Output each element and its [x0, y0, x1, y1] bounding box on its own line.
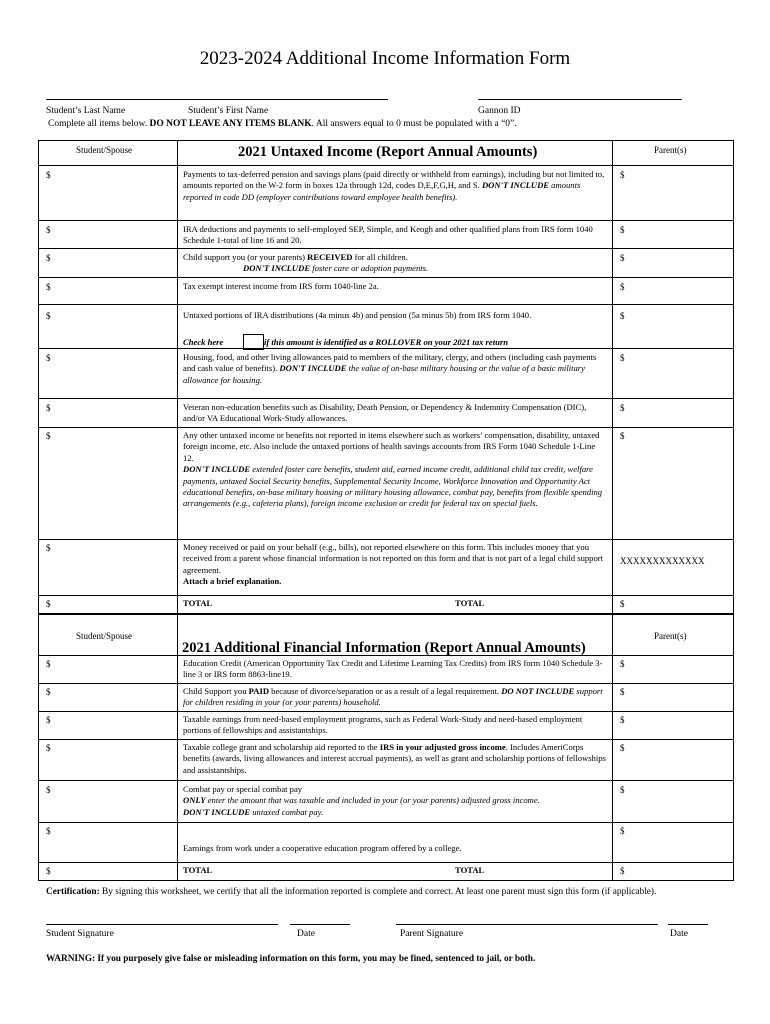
- instructions-bold: DO NOT LEAVE ANY ITEMS BLANK: [149, 119, 312, 129]
- student-amount[interactable]: $: [46, 687, 51, 697]
- row-emphasis: DON'T INCLUDE: [183, 806, 251, 817]
- student-amount[interactable]: $: [46, 431, 51, 441]
- instructions-pre: Complete all items below.: [48, 119, 150, 129]
- student-amount[interactable]: $: [46, 170, 51, 180]
- row-note: untaxed combat pay.: [250, 806, 324, 817]
- row-note: extended foster care benefits, student aid, earned income credit, additional child tax credit, welfare payments, untaxed Social Security benefits, Supplemental Security Income, Workforce Innovation and Opportunity Act educational benefits, on-base military housing or military housing allowance, combat pay, benefits from flexible spending arrangements (e.g., cafeteria plans), foreign income exclusion or credit for federal tax on special fuels.: [183, 464, 603, 509]
- parents-header: Parent(s): [654, 631, 687, 641]
- parent-amount[interactable]: $: [620, 785, 625, 795]
- row-text: Housing, food, and other living allowances paid to members of the military, clergy, and others (including cash payments and cash value of benefits).: [183, 352, 597, 374]
- row-emphasis: DO NOT INCLUDE: [501, 686, 575, 696]
- row-note: the value of on-base military housing or the value of a basic military allowance for housing.: [183, 363, 585, 385]
- parent-total[interactable]: $: [620, 599, 625, 609]
- student-spouse-header: Student/Spouse: [76, 145, 133, 155]
- parent-amount[interactable]: $: [620, 311, 625, 321]
- instructions: [48, 119, 517, 129]
- check-here-label: Check here: [183, 337, 224, 347]
- parent-total[interactable]: $: [620, 866, 625, 876]
- row-combat-pay: [183, 784, 607, 818]
- row-text: for all children.: [352, 252, 408, 262]
- parent-amount[interactable]: $: [620, 715, 625, 725]
- student-amount[interactable]: $: [46, 253, 51, 263]
- row-text: because of divorce/separation or as a result of a legal requirement.: [269, 686, 502, 696]
- warning: WARNING: If you purposely give false or misleading information on this form, you may be fined, sentenced to jail, or both.: [46, 954, 536, 964]
- row-need-based-earnings: Taxable earnings from need-based employment programs, such as Federal Work-Study and need-based employment portions of fellowships and assistantships.: [183, 714, 583, 736]
- parent-signature-line[interactable]: [396, 924, 658, 925]
- row-text: Payments to tax-deferred pension and savings plans (paid directly or withheld from earnings), including but not limited to, amounts reported on the W-2 form in boxes 12a through 12d, codes D,E,F,G,H, and S.: [183, 169, 605, 191]
- student-amount[interactable]: $: [46, 659, 51, 669]
- student-amount[interactable]: $: [46, 785, 51, 795]
- row-note: amounts reported in code DD (employer contributions toward employee health benefits).: [183, 180, 581, 202]
- parent-amount[interactable]: $: [620, 353, 625, 363]
- student-amount[interactable]: $: [46, 715, 51, 725]
- row-emphasis: DON'T INCLUDE: [243, 263, 311, 274]
- date-line[interactable]: [290, 924, 350, 925]
- row-emphasis: IRS in your adjusted gross income: [379, 742, 506, 752]
- student-total[interactable]: $: [46, 866, 51, 876]
- row-coop-earnings: Earnings from work under a cooperative education program offered by a college.: [183, 843, 462, 853]
- student-amount[interactable]: $: [46, 543, 51, 553]
- parent-amount[interactable]: $: [620, 225, 625, 235]
- student-amount[interactable]: $: [46, 225, 51, 235]
- row-text: Child Support you: [183, 686, 249, 696]
- date-line[interactable]: [668, 924, 708, 925]
- gannon-id-line[interactable]: [478, 99, 682, 100]
- parents-header: Parent(s): [654, 145, 687, 155]
- row-pension-payments: [183, 169, 607, 203]
- student-signature-label: Student Signature: [46, 929, 114, 939]
- certification-text: By signing this worksheet, we certify that all the information reported is complete and correct. At least one parent must sign this form (if applicable).: [99, 887, 657, 897]
- parent-amount[interactable]: $: [620, 170, 625, 180]
- date-label: Date: [297, 929, 315, 939]
- section2-title: 2021 Additional Financial Information (Report Annual Amounts): [182, 640, 586, 656]
- row-text: Money received or paid on your behalf (e.g., bills), not reported elsewhere on this form. This includes money that you received from a parent whose financial information is not reported on this form and that is not part of a legal child support agreement.: [183, 542, 604, 575]
- rollover-check-label: [183, 337, 223, 348]
- row-emphasis: DON'T INCLUDE: [481, 180, 550, 191]
- row-child-support-paid: [183, 686, 607, 709]
- row-emphasis: DON'T INCLUDE: [279, 363, 347, 374]
- student-amount[interactable]: $: [46, 826, 51, 836]
- form-title: 2023-2024 Additional Income Information Form: [199, 48, 571, 69]
- row-emphasis: PAID: [248, 686, 270, 696]
- student-signature-line[interactable]: [46, 924, 278, 925]
- first-name-label: Student’s First Name: [188, 106, 269, 116]
- total-label: TOTAL: [455, 598, 485, 608]
- row-ira-deductions: IRA deductions and payments to self-employed SEP, Simple, and Keogh and other qualified plans from IRS form 1040 Schedule 1-total of line 16 and 20.: [183, 224, 593, 246]
- row-military-allowances: [183, 352, 607, 386]
- total-label: TOTAL: [455, 865, 485, 875]
- row-note: enter the amount that was taxable and included in your (or your parents) adjusted gross income.: [205, 795, 540, 806]
- instructions-post: . All answers equal to 0 must be populated with a “0”.: [311, 119, 517, 129]
- student-total[interactable]: $: [46, 599, 51, 609]
- row-untaxed-ira: Untaxed portions of IRA distributions (4a minus 4b) and pension (5a minus 5b) from IRS form 1040.: [183, 310, 532, 320]
- parent-amount[interactable]: $: [620, 403, 625, 413]
- parent-amount[interactable]: $: [620, 687, 625, 697]
- parent-amount[interactable]: $: [620, 743, 625, 753]
- last-name-label: Student’s Last Name: [46, 106, 126, 116]
- student-amount[interactable]: $: [46, 353, 51, 363]
- row-tax-exempt-interest: Tax exempt interest income from IRS form 1040-line 2a.: [183, 281, 379, 291]
- row-education-credit: Education Credit (American Opportunity Tax Credit and Lifetime Learning Tax Credits) from IRS form 1040 Schedule 3-line 3 or IRS form 8863-line19.: [183, 658, 603, 680]
- row-note: support for children residing in your (or your parents) household.: [183, 686, 603, 708]
- row-emphasis: ONLY: [183, 795, 206, 806]
- date-label: Date: [670, 929, 688, 939]
- total-label: TOTAL: [183, 865, 213, 875]
- total-label: TOTAL: [183, 598, 213, 608]
- name-line[interactable]: [46, 99, 388, 100]
- parent-amount[interactable]: $: [620, 253, 625, 263]
- row-text: Child support you (or your parents): [183, 252, 308, 262]
- row-other-untaxed: [183, 430, 607, 510]
- rollover-text: if this amount is identified as a ROLLOVER on your 2021 tax return: [264, 337, 509, 347]
- parent-amount[interactable]: $: [620, 659, 625, 669]
- row-child-support-received: [183, 252, 607, 275]
- row-taxable-grants: [183, 742, 607, 776]
- row-emphasis: Attach a brief explanation.: [183, 576, 282, 587]
- row-text: Taxable college grant and scholarship aid reported to the: [183, 742, 380, 752]
- section1-title: 2021 Untaxed Income (Report Annual Amounts): [238, 144, 538, 160]
- row-text: Any other untaxed income or benefits not reported in items elsewhere such as workers’ compensation, disability, untaxed foreign income, etc. Also include the untaxed portions of health savings accounts from IRS Form 1040 Schedule 1-Line 12.: [183, 430, 600, 463]
- certification: [46, 887, 656, 897]
- row-emphasis: RECEIVED: [307, 252, 353, 262]
- student-spouse-header: Student/Spouse: [76, 631, 133, 641]
- certification-label: Certification:: [46, 887, 100, 897]
- row-veteran-benefits: Veteran non-education benefits such as Disability, Death Pension, or Dependency & Indemnity Compensation (DIC), and/or VA Educational Work-Study allowances.: [183, 402, 587, 424]
- parent-amount[interactable]: $: [620, 431, 625, 441]
- rollover-checkbox[interactable]: [243, 334, 264, 350]
- parent-signature-label: Parent Signature: [400, 929, 464, 939]
- parent-amount[interactable]: $: [620, 826, 625, 836]
- row-money-received: [183, 542, 607, 588]
- student-amount[interactable]: $: [46, 743, 51, 753]
- row-text: . Includes AmeriCorps benefits (awards, living allowances and interest accrual payments), as well as grant and scholarship portions of fellowships and assistantships.: [183, 742, 606, 775]
- parent-blocked-value: XXXXXXXXXXXXX: [620, 556, 705, 566]
- student-amount[interactable]: $: [46, 282, 51, 292]
- student-amount[interactable]: $: [46, 311, 51, 321]
- student-amount[interactable]: $: [46, 403, 51, 413]
- parent-amount[interactable]: $: [620, 282, 625, 292]
- row-note: foster care or adoption payments.: [310, 263, 429, 274]
- row-emphasis: DON'T INCLUDE: [183, 464, 251, 475]
- rollover-check-text: [264, 337, 508, 348]
- row-text: Combat pay or special combat pay: [183, 784, 303, 794]
- gannon-id-label: Gannon ID: [478, 106, 521, 116]
